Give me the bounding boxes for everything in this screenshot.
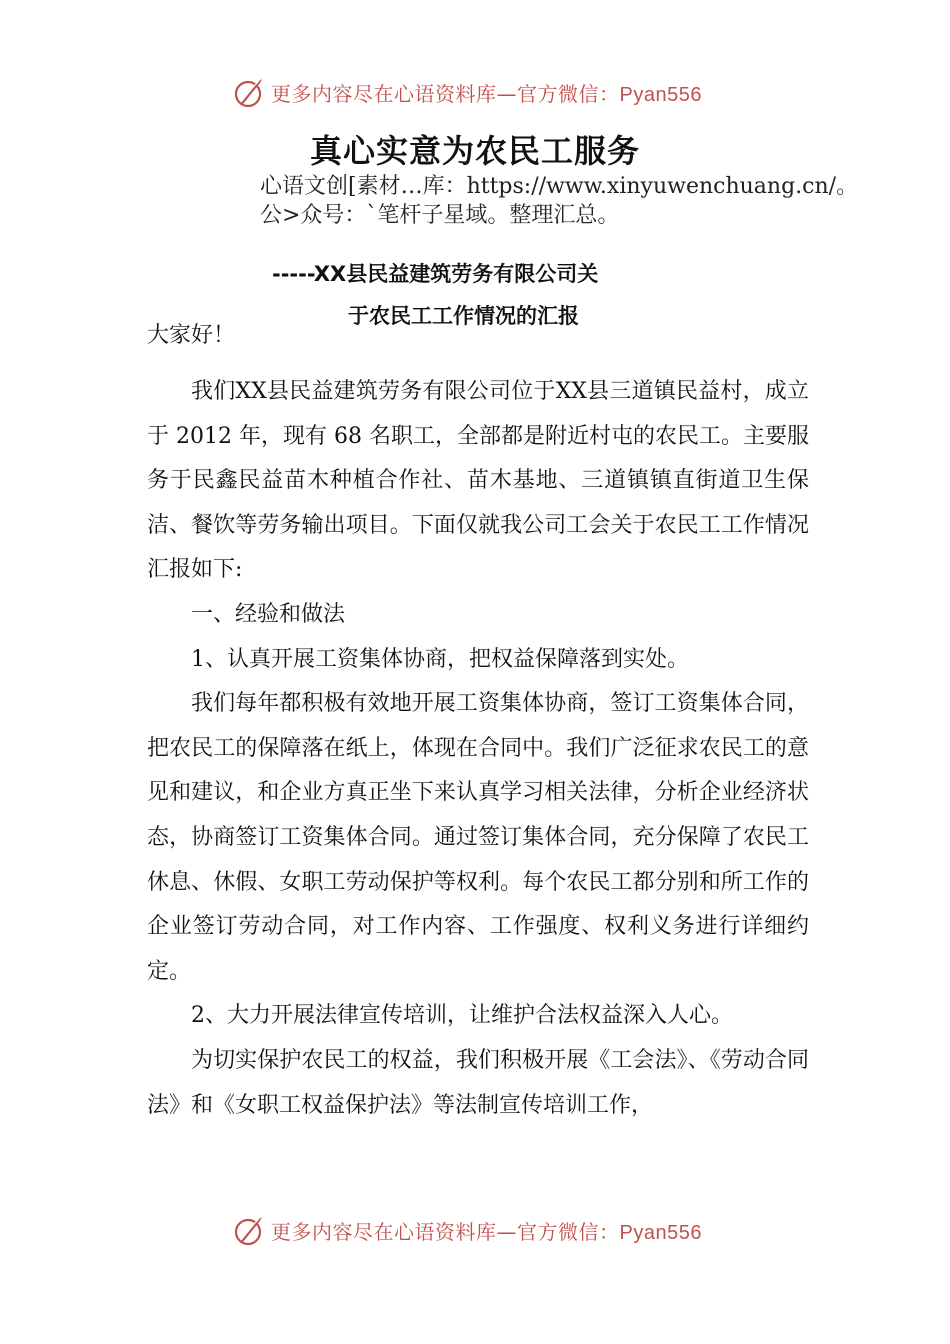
greeting: 大家好！ (147, 323, 236, 348)
subtitle-line-1: -----XX县民益建筑劳务有限公司关 (272, 262, 599, 286)
banner-text-cn: 更多内容尽在心语资料库—官方微信： (271, 81, 620, 106)
section-heading: 一、经验和做法 (191, 601, 346, 627)
document-title: 真心实意为农民工服务 (309, 132, 640, 170)
banner-text (271, 78, 702, 107)
point-2-heading: 2、大力开展法律宣传培训，让维护合法权益深入人心。 (191, 1003, 733, 1029)
subtitle-line-2: 于农民工工作情况的汇报 (348, 304, 579, 328)
quill-pen-logo-icon (233, 1213, 267, 1247)
banner-text-cn: 更多内容尽在心语资料库—官方微信： (271, 1219, 620, 1244)
point-1-heading: 1、认真开展工资集体协商，把权益保障落到实处。 (191, 646, 689, 672)
quill-pen-logo-icon (233, 75, 267, 109)
point-1-body: 我们每年都积极有效地开展工资集体协商，签订工资集体合同，把农民工的保障落在纸上，体现在合同中。我们广泛征求农民工的意见和建议，和企业方真正坐下来认真学习相关法律，分析企业经济状态，协商签订工资集体合同。通过签订集体合同，充分保障了农民工休息、休假、女职工劳动保护等权利。每个农民工都分别和所工作的企业签订劳动合同，对工作内容、工作强度、权利义务进行详细约定。 (147, 691, 809, 984)
banner-text (271, 1216, 702, 1245)
footer-banner (233, 1210, 702, 1250)
banner-text-wechat-id: Pyan556 (619, 1221, 702, 1244)
source-line: 心语文创[素材…库：https://www.xinyuwenchuang.cn/。公>众号：`笔杆子星域。整理汇总。 (260, 174, 859, 228)
banner-text-wechat-id: Pyan556 (619, 83, 702, 106)
point-2-body: 为切实保护农民工的权益，我们积极开展《工会法》、《劳动合同法》和《女职工权益保护法》等法制宣传培训工作， (147, 1047, 809, 1118)
paragraph-intro: 我们XX县民益建筑劳务有限公司位于XX县三道镇民益村，成立于 2012 年，现有 68 名职工，全部都是附近村屯的农民工。主要服务于民鑫民益苗木种植合作社、苗木基地、三道镇镇直街道卫生保洁、餐饮等劳务输出项目。下面仅就我公司工会关于农民工工作情况汇报如下: (147, 379, 809, 583)
body-text (147, 370, 809, 1128)
header-banner (233, 72, 702, 112)
